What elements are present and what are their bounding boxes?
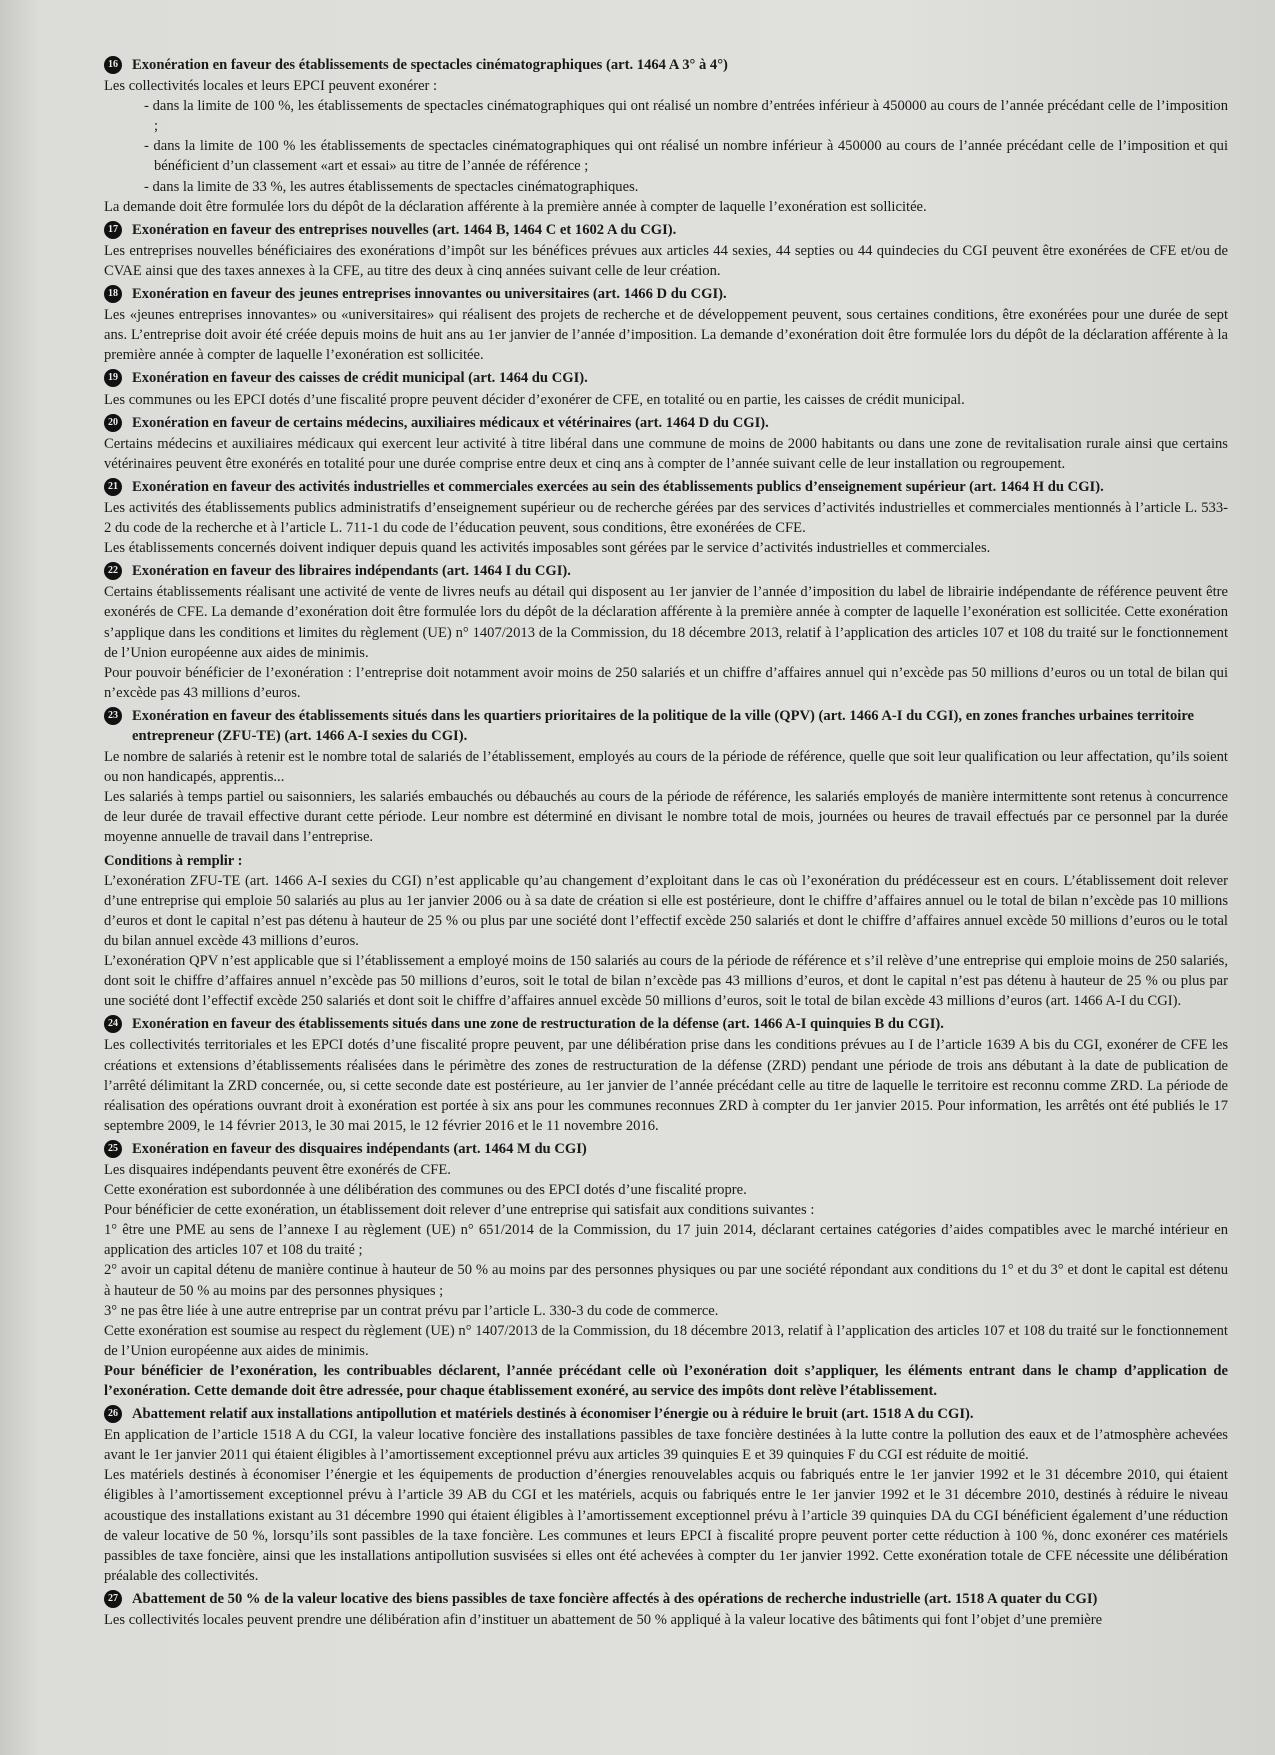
section-title: Exonération en faveur des caisses de crédit municipal (art. 1464 du CGI). <box>132 370 588 387</box>
section-number-badge: 24 <box>104 1015 122 1033</box>
section-18 <box>104 284 1228 365</box>
section-heading <box>104 706 1228 746</box>
section-number-badge: 16 <box>104 56 122 74</box>
section-heading <box>104 1139 1228 1159</box>
section-heading <box>104 477 1228 497</box>
paragraph: L’exonération QPV n’est applicable que si l’établissement a employé moins de 150 salariés au cours de la période de référence et s’il relève d’une entreprise qui emploie moins de 250 salariés, dont soit le chiffre d’affaires annuel n’excède pas 50 millions d’euros, soit le total de bilan n’excède pas 43 millions d’euros, et dont le capital n’est pas détenu à hauteur de 25 % ou plus par une société dont l’effectif excède 250 salariés et dont soit le chiffre d’affaires annuel excède 50 millions d’euros, soit le total de bilan excède 43 millions d’euros (art. 1466 A-I du CGI). <box>104 953 1228 1010</box>
section-24 <box>104 1014 1228 1136</box>
paragraph: Les matériels destinés à économiser l’énergie et les équipements de production d’énergies renouvelables acquis ou fabriqués entre le 1er janvier 1992 et le 31 décembre 2010, qui étaient éligibles à l’amortissement exceptionnel prévu à l’article 39 AB du CGI et les matériels, acquis ou fabriqués entre le 1er janvier 1992 et le 31 décembre 2010, destinés à réduire le niveau acoustique des installations existant au 31 décembre 1990 qui étaient éligibles à l’amortissement exceptionnel prévu à l’article 39 quinquies DA du CGI bénéficient également d’une réduction de valeur locative de 50 %, lorsqu’ils sont passibles de la taxe foncière. Les communes et leurs EPCI à fiscalité propre peuvent porter cette réduction à 100 %, donc exonérer ces matériels passibles de taxe foncière, ainsi que les installations antipollution susvisées si elles ont été achevées à compter du 1er janvier 1992. Cette exonération totale de CFE nécessite une délibération préalable des collectivités. <box>104 1467 1228 1584</box>
paragraph: Pour pouvoir bénéficier de l’exonération : l’entreprise doit notamment avoir moins de 250 salariés et un chiffre d’affaires annuel qui n’excède pas 50 millions d’euros ou un total de bilan qui n’excède pas 43 millions d’euros. <box>104 664 1228 701</box>
section-17 <box>104 220 1228 281</box>
section-heading <box>104 1589 1228 1609</box>
conditions-label: Conditions à remplir : <box>104 852 243 869</box>
paragraph: Les disquaires indépendants peuvent être exonérés de CFE. <box>104 1161 451 1178</box>
section-title: Exonération en faveur des libraires indépendants (art. 1464 I du CGI). <box>132 563 571 580</box>
paragraph: 1° être une PME au sens de l’annexe I au règlement (UE) n° 651/2014 de la Commission, du 17 juin 2014, déclarant certaines catégories d’aides compatibles avec le marché intérieur en application des articles 107 et 108 du traité ; <box>104 1222 1228 1259</box>
section-heading <box>104 55 1228 75</box>
section-title: Exonération en faveur des disquaires indépendants (art. 1464 M du CGI) <box>132 1140 587 1157</box>
section-25 <box>104 1139 1228 1401</box>
bold-notice: Pour bénéficier de l’exonération, les contribuables déclarent, l’année précédant celle où l’exonération doit s’appliquer, les éléments entrant dans le champ d’application de l’exonération. Cette demande doit être adressée, pour chaque établissement exonéré, au service des impôts dont relève l’établissement. <box>104 1362 1228 1399</box>
paragraph: La demande doit être formulée lors du dépôt de la déclaration afférente à la première année à compter de laquelle l’exonération est sollicitée. <box>104 198 927 215</box>
section-27 <box>104 1589 1228 1630</box>
section-title: Exonération en faveur des établissements situés dans une zone de restructuration de la défense (art. 1466 A-I quinquies B du CGI). <box>132 1016 944 1033</box>
paragraph: Les activités des établissements publics administratifs d’enseignement supérieur ou de recherche gérées par des services d’activités industrielles et commerciales mentionnés à l’article L. 533-2 du code de la recherche et à l’article L. 711-1 du code de l’éducation peuvent, sous conditions, être exonérées de CFE. <box>104 499 1228 537</box>
section-number-badge: 17 <box>104 221 122 239</box>
section-number-badge: 21 <box>104 478 122 496</box>
paragraph: Les collectivités locales peuvent prendre une délibération afin d’instituer un abattement de 50 % appliqué à la valeur locative des bâtiments qui font l’objet d’une première <box>104 1612 1103 1629</box>
paragraph: L’exonération ZFU-TE (art. 1466 A-I sexies du CGI) n’est applicable qu’au changement d’exploitant dans le cas où l’exonération du prédécesseur est en cours. L’établissement doit relever d’une entreprise qui emploie 50 salariés au plus au 1er janvier 2006 ou à sa date de création si elle est postérieure, dont le chiffre d’affaires annuel ou le total de bilan n’excède pas 10 millions d’euros et dont le capital n’est pas détenu à hauteur de 25 % ou plus par une société dont l’effectif excède 250 salariés et dont le chiffre d’affaires annuel excède 50 millions d’euros ou le total du bilan annuel excède 43 millions d’euros. <box>104 872 1228 949</box>
section-title: Exonération en faveur des jeunes entreprises innovantes ou universitaires (art. 1466 D du CGI). <box>132 286 727 303</box>
section-number-badge: 25 <box>104 1140 122 1158</box>
section-title: Exonération en faveur de certains médecins, auxiliaires médicaux et vétérinaires (art. 1464 D du CGI). <box>132 414 769 431</box>
paragraph: Les «jeunes entreprises innovantes» ou «universitaires» qui réalisent des projets de recherche et de développement peuvent, sous certaines conditions, être exonérées pour une durée de sept ans. L’entreprise doit avoir été créée depuis moins de huit ans au 1er janvier de l’année d’imposition. La demande d’exonération doit être formulée lors du dépôt de la déclaration afférente à la première année à compter de laquelle l’exonération est sollicitée. <box>104 307 1228 364</box>
paragraph: Cette exonération est subordonnée à une délibération des communes ou des EPCI dotés d’une fiscalité propre. <box>104 1182 747 1199</box>
paragraph: Certains médecins et auxiliaires médicaux qui exercent leur activité à titre libéral dans une commune de moins de 2000 habitants ou dans une zone de revitalisation rurale ainsi que certains vétérinaires peuvent être exonérés en totalité pour une durée comprise entre deux et cinq ans à compter de l’année suivant celle de leur installation ou regroupement. <box>104 435 1228 472</box>
bullet-item: - dans la limite de 33 %, les autres établissements de spectacles cinématographiques. <box>144 178 639 195</box>
bullet-list <box>104 96 1228 196</box>
paragraph: Les entreprises nouvelles bénéficiaires des exonérations d’impôt sur les bénéfices prévues aux articles 44 sexies, 44 septies ou 44 quindecies du CGI peuvent être exonérées de CFE et/ou de CVAE ainsi que des taxes annexes à la CFE, au titre des deux à cinq années suivant celle de leur création. <box>104 242 1228 279</box>
section-19 <box>104 368 1228 409</box>
paragraph: Les communes ou les EPCI dotés d’une fiscalité propre peuvent décider d’exonérer de CFE, en totalité ou en partie, les caisses de crédit municipal. <box>104 391 965 408</box>
section-title: Exonération en faveur des établissements situés dans les quartiers prioritaires de la politique de la ville (QPV) (art. 1466 A-I du CGI), en zones franches urbaines territoire entrepreneur (ZFU-TE) (art. 1466 A-I sexies du CGI). <box>132 707 1195 744</box>
section-heading <box>104 284 1228 304</box>
bullet-item: - dans la limite de 100 % les établissements de spectacles cinématographiques qui ont réalisé un nombre inférieur à 450000 au cours de l’année précédant celle de l’imposition et qui bénéficient d’un classement «art et essai» au titre de l’année de référence ; <box>144 138 1228 175</box>
paragraph: Certains établissements réalisant une activité de vente de livres neufs au détail qui disposent au 1er janvier de l’année d’imposition du label de librairie indépendante de référence peuvent être exonérés de CFE. La demande d’exonération doit être formulée lors du dépôt de la déclaration afférente à la première année à compter de laquelle l’exonération est sollicitée. Cette exonération s’applique dans les conditions et limites du règlement (UE) n° 1407/2013 de la Commission, du 18 décembre 2013, relatif à l’application des articles 107 et 108 du traité sur le fonctionnement de l’Union européenne aux aides de minimis. <box>104 584 1228 661</box>
paragraph: Pour bénéficier de cette exonération, un établissement doit relever d’une entreprise qui satisfait aux conditions suivantes : <box>104 1202 815 1219</box>
section-number-badge: 22 <box>104 562 122 580</box>
section-26 <box>104 1404 1228 1586</box>
section-title: Exonération en faveur des établissements de spectacles cinématographiques (art. 1464 A 3° à 4°) <box>132 57 728 73</box>
paragraph: Le nombre de salariés à retenir est le nombre total de salariés de l’établissement, employés au cours de la période de référence, quelle que soit leur qualification ou leur affectation, qu’ils soient ou non handicapés, apprentis... <box>104 749 1228 786</box>
paragraph: Les collectivités territoriales et les EPCI dotés d’une fiscalité propre peuvent, par une délibération prise dans les conditions prévues au I de l’article 1639 A bis du CGI, exonérer de CFE les créations et extensions d’établissements réalisées dans le périmètre des zones de restructuration de la défense (ZRD) pendant une période de trois ans débutant à la date de publication de l’arrêté délimitant la ZRD concernée, ou, si cette seconde date est postérieure, au 1er janvier de l’année précédant celle au titre de laquelle le territoire est reconnu comme ZRD. La période de réalisation des opérations ouvrant droit à exonération est portée à six ans pour les communes reconnues ZRD à compter du 1er janvier 2015. Pour information, les arrêtés ont été publiés le 17 septembre 2009, le 14 février 2013, le 30 mai 2015, le 12 février 2016 et le 11 novembre 2016. <box>104 1037 1228 1134</box>
section-heading <box>104 220 1228 240</box>
paragraph: 2° avoir un capital détenu de manière continue à hauteur de 50 % au moins par des personnes physiques ou par une société répondant aux conditions du 1° et du 3° et dont le capital est détenu à hauteur de 50 % au moins par des personnes physiques ; <box>104 1262 1228 1299</box>
section-heading <box>104 1404 1228 1424</box>
paragraph: 3° ne pas être liée à une autre entreprise par un contrat prévu par l’article L. 330-3 du code de commerce. <box>104 1302 719 1319</box>
section-23 <box>104 706 1228 1011</box>
section-heading <box>104 1014 1228 1034</box>
section-number-badge: 18 <box>104 285 122 303</box>
section-number-badge: 23 <box>104 707 122 725</box>
section-number-badge: 19 <box>104 369 122 387</box>
section-title: Abattement de 50 % de la valeur locative des biens passibles de taxe foncière affectés à des opérations de recherche industrielle (art. 1518 A quater du CGI) <box>132 1590 1098 1607</box>
paragraph: En application de l’article 1518 A du CGI, la valeur locative foncière des installations passibles de taxe foncière destinées à la lutte contre la pollution des eaux et de l’atmosphère achevées avant le 1er janvier 2011 qui étaient éligibles à l’amortissement exceptionnel prévu aux articles 39 quinquies E et 39 quinquies F du CGI est réduite de moitié. <box>104 1427 1228 1464</box>
paragraph: Cette exonération est soumise au respect du règlement (UE) n° 1407/2013 de la Commission, du 18 décembre 2013, relatif à l’application des articles 107 et 108 du traité sur le fonctionnement de l’Union européenne aux aides de minimis. <box>104 1322 1228 1359</box>
bullet-item: - dans la limite de 100 %, les établissements de spectacles cinématographiques qui ont réalisé un nombre d’entrées inférieur à 450000 au cours de l’année précédant celle de l’imposition ; <box>144 98 1228 135</box>
section-title: Exonération en faveur des activités industrielles et commerciales exercées au sein des établissements publics d’enseignement supérieur (art. 1464 H du CGI). <box>132 478 1104 495</box>
section-number-badge: 26 <box>104 1405 122 1423</box>
section-22 <box>104 561 1228 703</box>
section-heading <box>104 368 1228 388</box>
section-number-badge: 20 <box>104 414 122 432</box>
section-21 <box>104 477 1228 558</box>
section-title: Abattement relatif aux installations antipollution et matériels destinés à économiser l’énergie ou à réduire le bruit (art. 1518 A du CGI). <box>132 1406 974 1423</box>
section-number-badge: 27 <box>104 1590 122 1608</box>
document-body <box>104 52 1228 1633</box>
paragraph: Les collectivités locales et leurs EPCI peuvent exonérer : <box>104 78 438 95</box>
section-title: Exonération en faveur des entreprises nouvelles (art. 1464 B, 1464 C et 1602 A du CGI). <box>132 221 677 238</box>
section-heading <box>104 413 1228 433</box>
paragraph: Les salariés à temps partiel ou saisonniers, les salariés embauchés ou débauchés au cours de la période de référence, les salariés employés de manière intermittente sont retenus à concurrence de leur durée de travail effective durant cette période. Leur nombre est déterminé en divisant le nombre total de mois, journées ou heures de travail effectués par ce personnel par la durée moyenne annuelle de travail dans l’entreprise. <box>104 789 1228 846</box>
section-16 <box>104 55 1228 217</box>
section-heading <box>104 561 1228 581</box>
paragraph: Les établissements concernés doivent indiquer depuis quand les activités imposables sont gérées par le service d’activités industrielles et commerciales. <box>104 540 991 557</box>
section-20 <box>104 413 1228 474</box>
